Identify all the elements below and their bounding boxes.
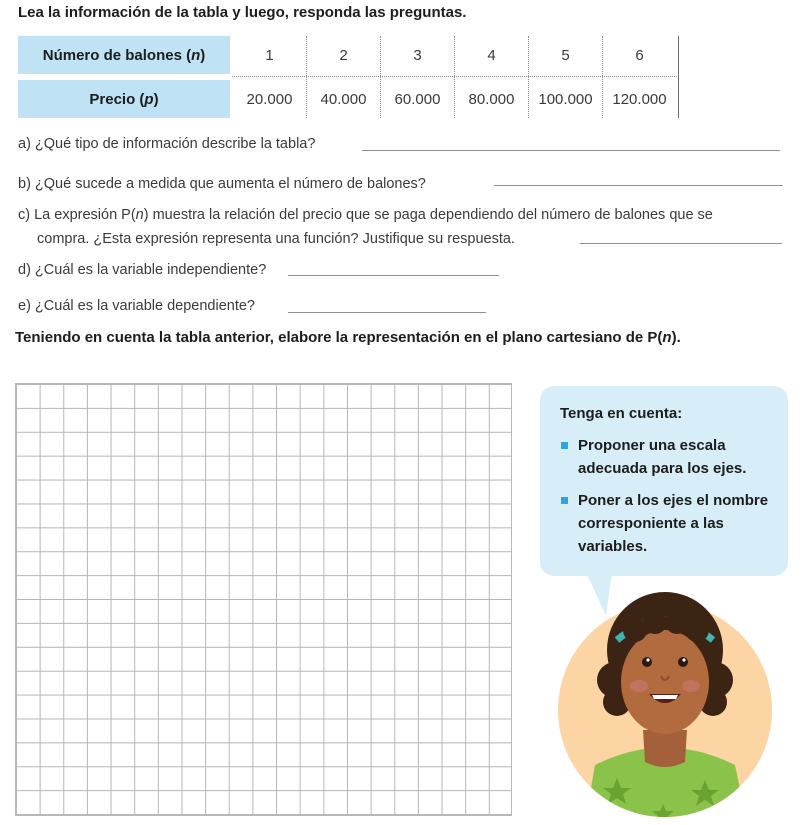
- column-divider: [602, 36, 603, 118]
- graph-instruction-suffix: ).: [671, 329, 681, 346]
- cell-n-4: 4: [487, 46, 496, 64]
- graph-instruction: [15, 329, 681, 346]
- question-c-line2: compra. ¿Esta expresión representa una función? Justifique su respuesta.: [37, 231, 515, 247]
- instruction-heading: Lea la información de la tabla y luego, responda las preguntas.: [18, 4, 467, 21]
- row-header-p-suffix: ): [153, 90, 159, 108]
- cell-p-4: 80.000: [468, 90, 515, 108]
- cell-p-6: 120.000: [612, 90, 667, 108]
- tip-item-1: Proponer una escala adecuada para los ejes.: [578, 437, 747, 477]
- column-divider: [306, 36, 307, 118]
- row-header-p: [18, 80, 230, 118]
- answer-line-e[interactable]: [288, 312, 486, 313]
- row-header-n-suffix: ): [200, 46, 206, 64]
- question-d: d) ¿Cuál es la variable independiente?: [18, 262, 267, 278]
- question-c-line1: [18, 207, 713, 223]
- row-header-p-var: p: [144, 90, 154, 108]
- question-c-text-cont: ) muestra la relación del precio que se paga dependiendo del número de balones que se: [143, 207, 713, 223]
- answer-line-b[interactable]: [494, 185, 783, 186]
- graph-instruction-text: Teniendo en cuenta la tabla anterior, elabore la representación en el plano cartesiano de P(: [15, 329, 663, 346]
- cell-p-3: 60.000: [394, 90, 441, 108]
- row-header-n-var: n: [191, 46, 201, 64]
- question-c-var: n: [135, 207, 144, 223]
- column-divider: [380, 36, 381, 118]
- answer-line-c[interactable]: [580, 243, 782, 244]
- cartesian-grid[interactable]: [15, 383, 512, 816]
- row-header-p-text: Precio (: [89, 90, 145, 108]
- tip-title: Tenga en cuenta:: [560, 405, 683, 422]
- question-e: e) ¿Cuál es la variable dependiente?: [18, 298, 255, 314]
- row-divider: [232, 76, 677, 77]
- cell-n-3: 3: [413, 46, 422, 64]
- column-divider: [454, 36, 455, 118]
- column-divider: [528, 36, 529, 118]
- student-avatar-icon: [555, 590, 775, 822]
- bullet-icon: [561, 497, 568, 504]
- cell-n-1: 1: [265, 46, 274, 64]
- question-b: b) ¿Qué sucede a medida que aumenta el número de balones?: [18, 176, 426, 192]
- cell-p-2: 40.000: [320, 90, 367, 108]
- row-header-n-text: Número de balones (: [42, 46, 192, 64]
- bullet-icon: [561, 442, 568, 449]
- row-header-n: [18, 36, 230, 74]
- cell-n-5: 5: [561, 46, 570, 64]
- answer-line-d[interactable]: [288, 275, 499, 276]
- cell-n-6: 6: [635, 46, 644, 64]
- tip-item-2: Poner a los ejes el nombre corresponiente a las variables.: [578, 492, 769, 555]
- question-a: a) ¿Qué tipo de información describe la tabla?: [18, 136, 316, 152]
- question-c-text: c) La expresión P(: [18, 207, 136, 223]
- cell-n-2: 2: [339, 46, 348, 64]
- answer-line-a[interactable]: [362, 150, 780, 151]
- table-end-line: [678, 36, 679, 118]
- cell-p-1: 20.000: [246, 90, 293, 108]
- graph-instruction-var: n: [662, 329, 672, 346]
- cell-p-5: 100.000: [538, 90, 593, 108]
